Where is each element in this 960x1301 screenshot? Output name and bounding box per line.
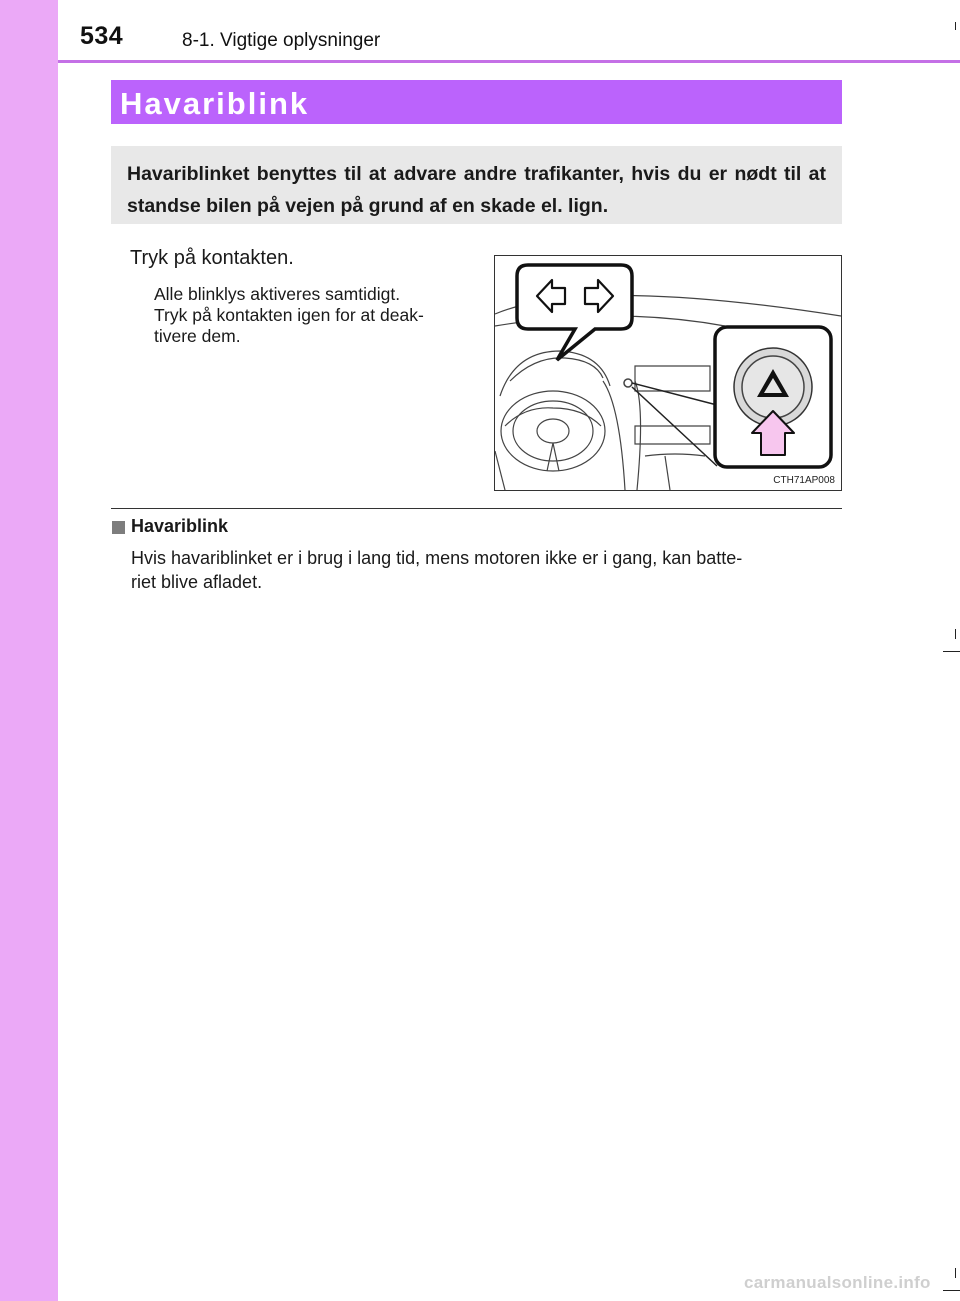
crop-mark [943,651,960,652]
step-description [154,284,484,347]
crop-mark [955,1268,956,1278]
note-body [131,546,843,594]
page-title-band [111,80,842,124]
crop-mark [955,629,956,639]
dashboard-illustration [494,255,842,491]
section-divider [111,508,842,509]
intro-box [111,146,842,224]
header-rule [58,60,960,63]
watermark: carmanualsonline.info [744,1273,931,1292]
crop-mark [943,1290,960,1291]
illustration-code: CTH71AP008 [773,475,835,486]
section-title: 8-1. Vigtige oplysninger [182,30,381,51]
note-body-line: riet blive afladet. [131,572,263,592]
turn-signal-callout [517,265,632,360]
step-description-line: Alle blinklys aktiveres samtidigt. [154,284,401,304]
step-description-line: Tryk på kontakten igen for at deak- [154,305,424,325]
page-title: Havariblink [120,86,310,121]
note-body-line: Hvis havariblinket er i brug i lang tid, mens motoren ikke er i gang, kan batte- [131,548,743,568]
intro-text: Havariblinket benyttes til at advare andre trafikanter, hvis du er nødt til at standse bilen på vejen på grund af en skade el. lign. [127,163,826,217]
step-description-line: tivere dem. [154,326,241,346]
crop-mark [955,22,956,30]
page-number: 534 [80,22,124,50]
square-bullet-icon [112,521,125,534]
note-heading: Havariblink [131,516,229,536]
side-tab-stripe [0,0,58,1301]
dashboard-drawing [495,256,841,490]
step-title: Tryk på kontakten. [130,247,294,269]
hazard-switch-location [624,379,632,387]
hazard-switch-callout [715,327,831,467]
